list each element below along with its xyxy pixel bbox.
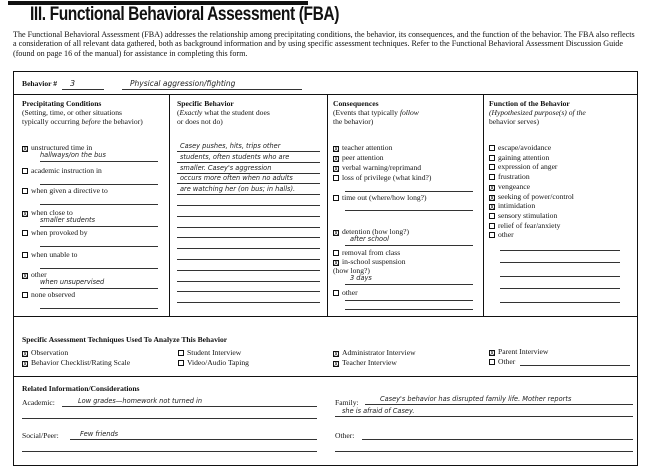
- function-item-label: vengeance: [498, 181, 531, 191]
- function-item-label: sensory stimulation: [498, 210, 558, 220]
- function-item[interactable]: [489, 192, 574, 201]
- consequences-subtitle-em: follow: [399, 108, 419, 117]
- consequence-item-label: peer attention: [342, 153, 384, 162]
- checkbox[interactable]: [22, 168, 28, 174]
- technique-item[interactable]: [22, 358, 130, 367]
- precipitating-item-label: when provoked by: [31, 228, 88, 237]
- precipitating-item-label: none observed: [31, 290, 76, 299]
- function-header: [489, 99, 637, 126]
- behavior-subtitle-line: (Exactly what the student does: [177, 108, 270, 117]
- checkbox[interactable]: X: [334, 361, 339, 368]
- consequence-item-label: detention (how long?): [342, 227, 410, 236]
- consequence-item-label: (how long?): [333, 266, 370, 275]
- checkbox[interactable]: [489, 164, 495, 170]
- precipitating-item-label: other: [31, 270, 47, 279]
- checkbox[interactable]: [489, 155, 495, 161]
- family-line-2: [335, 416, 633, 417]
- consequence-item[interactable]: [333, 248, 400, 257]
- function-item-label: frustration: [498, 172, 530, 182]
- technique-item-label: Teacher Interview: [342, 358, 397, 367]
- consequence-note[interactable]: 3 days: [350, 274, 372, 282]
- behavior-text[interactable]: Casey pushes, hits, trips other: [180, 142, 281, 150]
- technique-item[interactable]: [489, 357, 515, 366]
- checkbox[interactable]: [333, 175, 339, 181]
- consequences-header: [333, 99, 481, 126]
- checkbox[interactable]: [22, 230, 28, 236]
- precipitating-line: [40, 268, 158, 269]
- function-item[interactable]: [489, 172, 530, 181]
- precipitating-subtitle-b: typically occurring: [22, 117, 82, 126]
- checkbox[interactable]: X: [23, 351, 28, 358]
- consequence-item-label: time out (where/how long?): [342, 193, 427, 202]
- academic-line-1: [62, 406, 317, 407]
- checkbox[interactable]: X: [334, 156, 339, 163]
- consequences-subtitle-line: [333, 108, 481, 117]
- family-line-1: [365, 404, 633, 405]
- technique-item[interactable]: [333, 348, 416, 357]
- behavior-text[interactable]: students, often students who are: [180, 152, 290, 161]
- other-line-2: [335, 451, 633, 452]
- technique-item[interactable]: [178, 348, 241, 357]
- behavior-number-line: [62, 89, 104, 90]
- consequences-title: Consequences: [333, 99, 379, 108]
- consequence-item[interactable]: [333, 257, 406, 266]
- function-line: [500, 250, 620, 251]
- family-label: Family:: [335, 398, 359, 407]
- column-divider-2: [327, 94, 328, 316]
- behavior-line: [177, 281, 320, 282]
- function-item[interactable]: [489, 230, 514, 239]
- behavior-divider: [13, 94, 638, 95]
- columns-bottom-divider: [13, 316, 638, 317]
- behavior-subtitle-a: what the student does: [202, 108, 270, 117]
- checkbox[interactable]: X: [23, 211, 28, 218]
- function-line: [500, 288, 620, 289]
- function-item[interactable]: [489, 211, 557, 220]
- precipitating-line: [40, 226, 158, 227]
- precipitating-item-label: unstructured time in: [31, 143, 93, 152]
- precipitating-line: [40, 246, 158, 247]
- behavior-text[interactable]: occurs more often when no adults: [180, 174, 293, 183]
- checkbox[interactable]: X: [23, 273, 28, 280]
- social-line-2: [22, 451, 317, 452]
- behavior-line: [177, 237, 320, 238]
- checkbox[interactable]: X: [23, 146, 28, 153]
- consequences-subtitle-b: the behavior): [333, 117, 374, 126]
- checkbox[interactable]: [22, 252, 28, 258]
- precipitating-note[interactable]: smaller students: [40, 216, 96, 224]
- function-item[interactable]: [489, 182, 530, 191]
- column-divider-3: [483, 94, 484, 316]
- checkbox[interactable]: [489, 213, 495, 219]
- behavior-number-label: Behavior #: [22, 79, 58, 88]
- checkbox[interactable]: [333, 195, 339, 201]
- other-label: Other:: [335, 431, 355, 440]
- behavior-text[interactable]: smaller. Casey's aggression: [180, 163, 272, 172]
- consequence-note[interactable]: after school: [350, 235, 389, 243]
- function-title: Function of the Behavior: [489, 99, 570, 108]
- consequence-item[interactable]: [333, 288, 358, 297]
- checkbox[interactable]: [489, 145, 495, 151]
- precipitating-item-label: when close to: [31, 208, 73, 217]
- social-label: Social/Peer:: [22, 431, 59, 440]
- function-line: [500, 276, 620, 277]
- precipitating-line: [40, 204, 158, 205]
- technique-item[interactable]: [489, 347, 548, 356]
- checkbox[interactable]: [22, 292, 28, 298]
- behavior-description[interactable]: Physical aggression/fighting: [130, 79, 236, 88]
- academic-line-2: [22, 418, 317, 419]
- checkbox[interactable]: X: [23, 361, 28, 368]
- checkbox[interactable]: X: [334, 351, 339, 358]
- precipitating-line: [40, 184, 158, 185]
- function-item[interactable]: [489, 153, 549, 162]
- behavior-line: [177, 205, 320, 206]
- behavior-line: [177, 227, 320, 228]
- function-item-label: other: [498, 230, 514, 240]
- precipitating-item[interactable]: [22, 186, 108, 195]
- precipitating-line: [40, 161, 158, 162]
- consequence-item[interactable]: [333, 143, 392, 152]
- consequence-item-label: teacher attention: [342, 143, 393, 152]
- function-subtitle-b: behavior serves): [489, 117, 539, 126]
- checkbox[interactable]: X: [334, 166, 339, 173]
- precipitating-item-label: when given a directive to: [31, 186, 108, 195]
- technique-item-label: Parent Interview: [498, 347, 549, 356]
- academic-label: Academic:: [22, 398, 55, 407]
- consequence-item-label: verbal warning/reprimand: [342, 163, 422, 172]
- checkbox[interactable]: [489, 232, 495, 238]
- precipitating-subtitle-em: before: [81, 117, 101, 126]
- consequence-item[interactable]: [333, 163, 421, 172]
- behavior-subtitle-em: Exactly: [179, 108, 203, 117]
- social-value[interactable]: Few friends: [80, 430, 119, 438]
- checkbox[interactable]: [333, 290, 339, 296]
- behavior-subtitle-b: or does not do): [177, 117, 223, 126]
- behavior-title: Specific Behavior: [177, 99, 234, 108]
- precipitating-header: [22, 99, 167, 126]
- precipitating-item[interactable]: [22, 228, 88, 237]
- related-title: Related Information/Considerations: [22, 384, 140, 393]
- family-value-1[interactable]: Casey's behavior has disrupted family life. Mother reports: [380, 395, 572, 403]
- consequence-item-label: in-school suspension: [342, 257, 406, 266]
- consequence-line: [345, 300, 473, 301]
- checkbox[interactable]: X: [334, 260, 339, 267]
- checkbox[interactable]: [489, 223, 495, 229]
- consequence-item[interactable]: [333, 193, 427, 202]
- family-value-2[interactable]: she is afraid of Casey.: [342, 407, 415, 415]
- technique-item-label: Video/Audio Taping: [187, 358, 249, 367]
- technique-item[interactable]: [22, 348, 68, 357]
- function-item-label: gaining attention: [498, 152, 550, 162]
- technique-item-label: Other: [498, 357, 516, 366]
- precipitating-line: [40, 288, 158, 289]
- technique-item-label: Observation: [31, 348, 69, 357]
- consequence-line: [345, 210, 473, 211]
- technique-item-label: Behavior Checklist/Rating Scale: [31, 358, 131, 367]
- precipitating-item[interactable]: [22, 166, 102, 175]
- function-line: [500, 262, 620, 263]
- function-item-label: intimidation: [498, 201, 536, 211]
- page-title: III. Functional Behavioral Assessment (FBA): [30, 4, 340, 25]
- column-divider-1: [169, 94, 170, 316]
- technique-item-label: Student Interview: [187, 348, 242, 357]
- behavior-line: [177, 248, 320, 249]
- function-item[interactable]: [489, 143, 551, 152]
- intro-paragraph: The Functional Behavioral Assessment (FBA) addresses the relationship among precipitating conditions, the behavior, its consequences, and the function of the behavior. The FBA also reflects a consideration of all relevant data gathered, both as background information and by using specific assessment techniques. Refer to the Functional Behavioral Assessment Discussion Guide (found on page 16 of the manual) for assistance in completing this form.: [13, 30, 635, 58]
- function-item[interactable]: [489, 162, 557, 171]
- consequence-line: [345, 284, 473, 285]
- behavior-description-line: [122, 89, 302, 90]
- checkbox[interactable]: X: [490, 350, 495, 357]
- other-line-1: [362, 439, 633, 440]
- checkbox[interactable]: X: [334, 230, 339, 237]
- technique-item[interactable]: [178, 358, 249, 367]
- precipitating-item-label: academic instruction in: [31, 166, 102, 175]
- precipitating-note[interactable]: when unsupervised: [40, 278, 105, 286]
- function-item-label: expression of anger: [498, 162, 558, 172]
- function-item-label: relief of fear/anxiety: [498, 220, 561, 230]
- consequence-item-label: removal from class: [342, 248, 401, 257]
- function-item[interactable]: [489, 221, 560, 230]
- function-subtitle-a: (Hypothesized purpose(s) of the: [489, 108, 586, 117]
- consequence-item[interactable]: [333, 173, 431, 182]
- precipitating-line: [40, 308, 158, 309]
- precipitating-title: Precipitating Conditions: [22, 99, 102, 108]
- technique-item-label: Administrator Interview: [342, 348, 416, 357]
- behavior-text[interactable]: are watching her (on bus; in halls).: [180, 185, 296, 194]
- checkbox[interactable]: X: [334, 146, 339, 153]
- consequence-item-label: loss of privilege (what kind?): [342, 173, 432, 182]
- precipitating-subtitle-c: the behavior): [100, 117, 143, 126]
- function-item[interactable]: [489, 201, 535, 210]
- precipitating-subtitle-a: (Setting, time, or other situations: [22, 108, 122, 117]
- checkbox[interactable]: X: [490, 204, 495, 212]
- checkbox[interactable]: [178, 350, 184, 356]
- precipitating-item[interactable]: [22, 290, 75, 299]
- consequences-subtitle-a: (Events that typically: [333, 108, 400, 117]
- behavior-number-value[interactable]: 3: [70, 79, 76, 88]
- checkbox[interactable]: X: [490, 194, 495, 202]
- behavior-line: [177, 259, 320, 260]
- precipitating-subtitle-line: [22, 117, 167, 126]
- checkbox[interactable]: [333, 250, 339, 256]
- behavior-line: [177, 216, 320, 217]
- checkbox[interactable]: [489, 359, 495, 365]
- consequence-line: [345, 245, 473, 246]
- consequence-line: [345, 191, 473, 192]
- consequence-line: [345, 309, 473, 310]
- checkbox[interactable]: [489, 174, 495, 180]
- behavior-line: [177, 291, 320, 292]
- precipitating-item[interactable]: [22, 250, 77, 259]
- checkbox[interactable]: X: [490, 184, 495, 192]
- precipitating-note[interactable]: hallways/on the bus: [40, 151, 106, 159]
- social-line-1: [70, 439, 317, 440]
- checkbox[interactable]: [22, 188, 28, 194]
- function-line: [500, 302, 620, 303]
- checkbox[interactable]: [178, 360, 184, 366]
- function-item-label: escape/avoidance: [498, 143, 552, 152]
- behavior-line: [177, 302, 320, 303]
- behavior-line: [177, 194, 320, 195]
- behavior-line: [177, 270, 320, 271]
- behavior-header: [177, 99, 325, 126]
- techniques-title: Specific Assessment Techniques Used To Analyze This Behavior: [22, 335, 228, 344]
- consequence-item-label: other: [342, 288, 358, 297]
- technique-item[interactable]: [333, 358, 397, 367]
- techniques-bottom-divider: [13, 376, 638, 377]
- function-item-label: seeking of power/control: [498, 191, 574, 201]
- precipitating-item-label: when unable to: [31, 250, 78, 259]
- consequence-item[interactable]: [333, 153, 384, 162]
- academic-value[interactable]: Low grades—homework not turned in: [78, 397, 203, 405]
- technique-other-line: [520, 365, 630, 366]
